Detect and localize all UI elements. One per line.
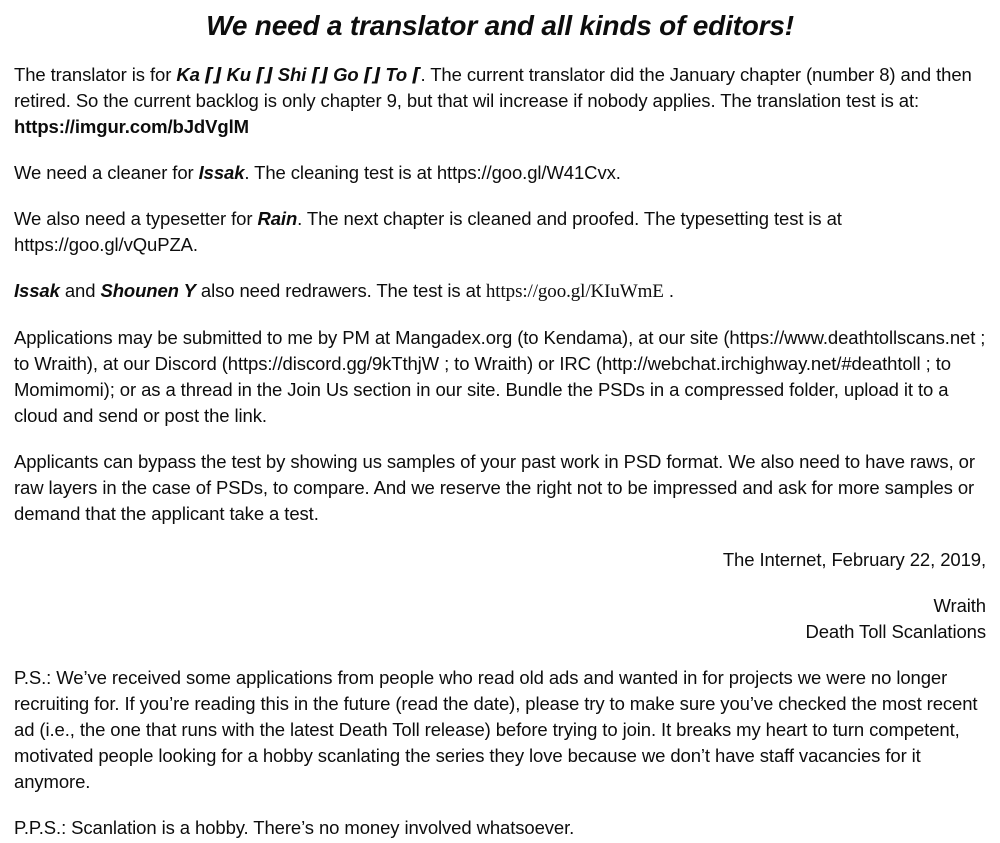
text-run: also need redrawers. The test is at [195,280,486,301]
text-run: . The next chapter is cleaned and proofed. The typesetting test is at https://goo.gl/vQuPZA. [14,208,842,255]
text-run: We also need a typesetter for [14,208,258,229]
signature-block [14,593,986,645]
signature-name: Wraith [933,595,986,616]
translation-test-url: https://imgur.com/bJdVglM [14,116,249,137]
dateline: The Internet, February 22, 2019, [722,549,986,570]
text-run: The translator is for [14,64,177,85]
text-run: . The cleaning test is at https://goo.gl/W41Cvx. [244,162,621,183]
series-name-kakushigoto: Ka ⌈⌋ Ku ⌈⌋ Shi ⌈⌋ Go ⌈⌋ To ⌈ [176,64,421,85]
redrawer-test-url: https://goo.gl/KIuWmE [485,281,664,302]
signature-group: Death Toll Scanlations [805,621,986,642]
paragraph-translator-recruitment [14,62,986,140]
paragraph-cleaner-recruitment [14,160,986,186]
paragraph-typesetter-recruitment [14,206,986,258]
series-name-issak: Issak [198,162,245,183]
series-name-shounen-y: Shounen Y [100,280,196,301]
paragraph-post-postscript: P.P.S.: Scanlation is a hobby. There’s no money involved whatsoever. [14,817,575,838]
paragraph-test-bypass: Applicants can bypass the test by showing us samples of your past work in PSD format. We also need to have raws, or raw layers in the case of PSDs, to compare. And we reserve the right not to be impressed and ask for more samples or demand that the applicant take a test. [14,451,975,524]
page-title: We need a translator and all kinds of editors! [206,10,794,41]
series-name-issak: Issak [14,280,60,301]
paragraph-redrawers-recruitment [14,278,986,305]
text-run: . The current translator did the January chapter (number 8) and then retired. So the current backlog is only chapter 9, but that wil increase if nobody applies. The translation test is at: [14,64,972,111]
paragraph-postscript: P.S.: We’ve received some applications from people who read old ads and wanted in for projects we were no longer recruiting for. If you’re reading this in the future (read the date), please try to make sure you’ve checked the most recent ad (i.e., the one that runs with the latest Death Toll release) before trying to join. It breaks my heart to turn competent, motivated people looking for a hobby scanlating the series they love because we don’t have staff vacancies for it anymore. [14,667,978,792]
text-run: . [663,280,674,301]
text-run: and [59,280,101,301]
text-run: We need a cleaner for [14,162,199,183]
series-name-rain: Rain [257,208,298,229]
paragraph-application-instructions: Applications may be submitted to me by PM at Mangadex.org (to Kendama), at our site (https://www.deathtollscans.net ; to Wraith), at our Discord (https://discord.gg/9kTthjW ; to Wraith) or IRC (http://webchat.irchighway.net/#deathtoll ; to Momimomi); or as a thread in the Join Us section in our site. Bundle the PSDs in a compressed folder, upload it to a cloud and send or post the link. [14,327,986,426]
